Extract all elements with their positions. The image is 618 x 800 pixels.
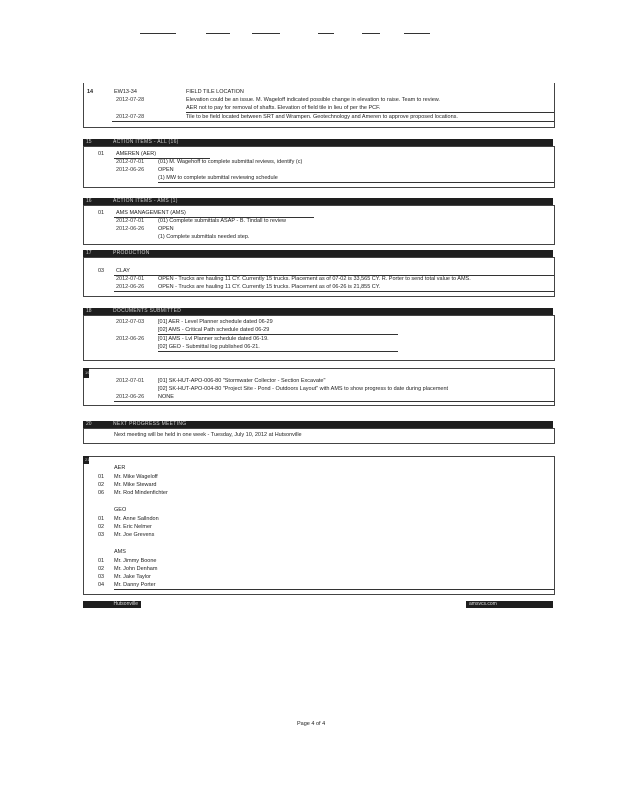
section-20 (83, 428, 555, 444)
row-underline (158, 182, 554, 183)
entry-text: OPEN (158, 167, 174, 173)
entry-date: 2012-06-26 (116, 394, 145, 400)
section-16-header (83, 198, 553, 205)
attendee-number: 01 (98, 516, 105, 522)
attendee-name: Mr. Rod Mindenfichter (114, 490, 168, 496)
footer-left-text: Hutsonville (113, 601, 138, 607)
footer-right-text: amsvcs.com (469, 601, 497, 607)
entry-text: OPEN - Trucks are hauling 11 CY. Currently 15 trucks. Placement as of 07-02 is 33,565 CY. R. Porter to send total value to AMS. (158, 276, 471, 282)
row-underline (186, 112, 554, 113)
attendee-name: Mr. Eric Nelmer (114, 524, 152, 530)
next-meeting-text: Next meeting will be held in one week - Tuesday, July 10, 2012 at Hutsonville (114, 432, 302, 438)
row-underline (158, 351, 398, 352)
attendee-number: 02 (98, 524, 105, 530)
section-number: 19 (85, 370, 90, 375)
section-number: 15 (86, 139, 92, 145)
section-number: 18 (86, 308, 92, 314)
attendee-number: 04 (98, 582, 105, 588)
group-name: AER (114, 465, 126, 471)
entry-date: 2012-07-28 (116, 97, 145, 103)
attendee-name: Mr. Danny Porter (114, 582, 156, 588)
header-line (362, 33, 380, 34)
entry-text: [01] SK-HUT-APO-006-80 "Stormwater Collector - Section Excavate" (158, 378, 326, 384)
attendee-number: 03 (98, 532, 105, 538)
attendee-number: 06 (98, 490, 105, 496)
attendee-number: 02 (98, 482, 105, 488)
section-title: NEXT PROGRESS MEETING (113, 421, 187, 427)
section-18-header (83, 308, 553, 315)
attendee-name: Mr. Jake Taylor (114, 574, 151, 580)
header-line (318, 33, 334, 34)
entry-date: 2012-07-01 (116, 276, 145, 282)
item-number: 03 (98, 268, 105, 274)
section-number: 14 (87, 89, 94, 95)
attendee-name: Mr. Anne Sallndon (114, 516, 159, 522)
entry-date: 2012-07-01 (116, 159, 145, 165)
item-number: 01 (98, 151, 105, 157)
entry-text: [01] AMS - Lvl Planner schedule dated 06-19. (158, 336, 269, 342)
section-19 (83, 368, 555, 406)
row-underline (158, 334, 398, 335)
section-title: ACTION ITEMS - AMS (1) (113, 198, 178, 204)
entry-date: 2012-06-26 (116, 284, 145, 290)
section-15-header (83, 139, 553, 146)
entry-text: [02] SK-HUT-APO-004-80 "Project Site - Pond - Outdoors Layout" with AMS to show progress to date during placement (158, 386, 449, 392)
entry-text: Tile to be field located between SRT and Wrampen. Geotechnology and Ameren to approve proposed locations. (186, 114, 458, 120)
section-21 (83, 456, 555, 595)
entry-date: 2012-06-26 (116, 336, 145, 342)
entry-text: OPEN (158, 226, 174, 232)
section-title: PRODUCTION (113, 250, 150, 256)
section-20-header (83, 421, 553, 428)
attendee-number: 01 (98, 558, 105, 564)
section-number: 21 (85, 457, 90, 462)
entry-text: (1) Complete submittals needed step. (158, 234, 250, 240)
footer-right-bar (466, 601, 553, 608)
entry-date: 2012-06-26 (116, 167, 145, 173)
group-name: GEO (114, 507, 127, 513)
footer-left-bar (83, 601, 141, 608)
attendee-name: Mr. John Denham (114, 566, 158, 572)
header-line (140, 33, 176, 34)
item-code: EW13-34 (114, 89, 137, 95)
section-17-header (83, 250, 553, 257)
section-number: 17 (86, 250, 92, 256)
item-title: AMEREN (AER) (116, 151, 157, 157)
row-underline (114, 401, 554, 402)
section-16 (83, 205, 555, 245)
attendee-name: Mr. Jimmy Boone (114, 558, 157, 564)
row-underline (114, 589, 554, 590)
attendee-number: 03 (98, 574, 105, 580)
attendee-name: Mr. Mike Steward (114, 482, 157, 488)
item-title: AMS MANAGEMENT (AMS) (116, 210, 186, 216)
section-18 (83, 315, 555, 361)
header-line (206, 33, 230, 34)
header-line (252, 33, 280, 34)
section-title: DOCUMENTS SUBMITTED (113, 308, 182, 314)
entry-text: [02] GEO - Submittal log published 06-21. (158, 344, 260, 350)
entry-date: 2012-07-01 (116, 218, 145, 224)
entry-text: OPEN - Trucks are hauling 11 CY. Currently 15 trucks. Placement as of 06-26 is 21,855 CY. (158, 284, 381, 290)
section-number: 16 (86, 198, 92, 204)
entry-text: [01] AER - Level Planner schedule dated 06-29 (158, 319, 273, 325)
section-number: 20 (86, 421, 92, 427)
entry-date: 2012-07-03 (116, 319, 145, 325)
entry-text: AER not to pay for removal of shafts. Elevation of field tile in lieu of per the PCF. (186, 105, 381, 111)
entry-text: Elevation could be an issue. M. Wageloff indicated possible change in elevation to raise. Team to review. (186, 97, 440, 103)
attendee-name: Mr. Joe Grevens (114, 532, 155, 538)
group-name: AMS (114, 549, 126, 555)
entry-text: (01) Complete submittals ASAP - B. Tindall to review (158, 218, 286, 224)
entry-text: (1) MW to complete submittal reviewing schedule (158, 175, 278, 181)
entry-text: [02] AMS - Critical Path schedule dated 06-29 (158, 327, 270, 333)
section-17 (83, 257, 555, 297)
item-number: 01 (98, 210, 105, 216)
entry-text: (01) M. Wagehoff to complete submittal reviews, identify (c) (158, 159, 303, 165)
entry-date: 2012-07-01 (116, 378, 145, 384)
section-14 (83, 83, 555, 128)
item-heading: FIELD TILE LOCATION (186, 89, 244, 95)
header-line (404, 33, 430, 34)
page-number: Page 4 of 4 (297, 721, 326, 727)
row-underline (114, 291, 554, 292)
row-underline (112, 121, 554, 122)
attendee-number: 01 (98, 474, 105, 480)
entry-text: NONE (158, 394, 174, 400)
section-title: ACTION ITEMS - ALL (16) (113, 139, 179, 145)
entry-date: 2012-06-26 (116, 226, 145, 232)
section-15 (83, 146, 555, 188)
item-title: CLAY (116, 268, 130, 274)
attendee-number: 02 (98, 566, 105, 572)
entry-date: 2012-07-28 (116, 114, 145, 120)
attendee-name: Mr. Mike Wageloff (114, 474, 158, 480)
